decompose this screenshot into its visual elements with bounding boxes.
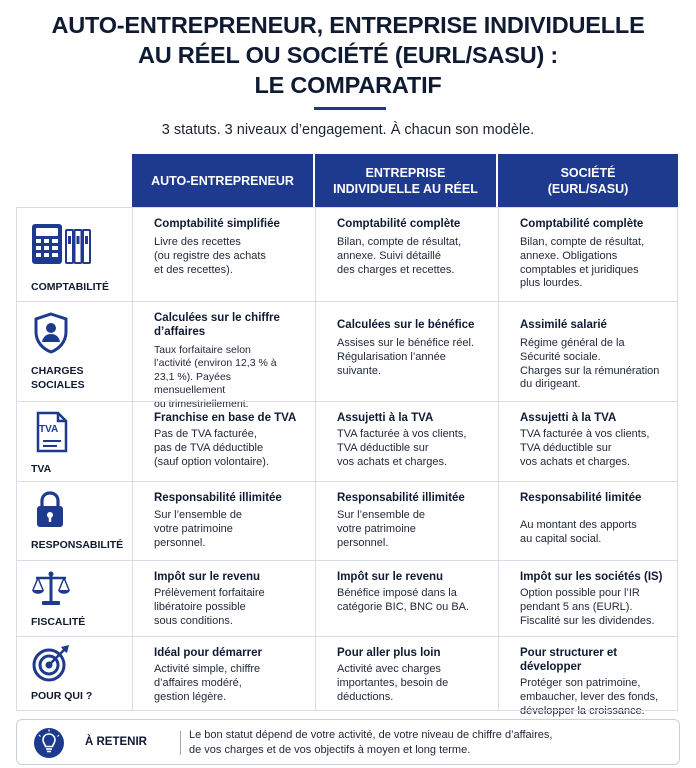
cell-heading: Assimilé salarié <box>520 319 607 331</box>
comparison-table <box>16 154 678 717</box>
cell-body: Activité avec charges importantes, besoin de déductions. <box>337 663 449 703</box>
cell-body: Prélèvement forfaitaire libératoire possible sous conditions. <box>154 587 265 627</box>
cell-body: Au montant des apports au capital social. <box>520 518 637 545</box>
cell-auto-entrepreneur <box>132 402 315 481</box>
cell-body: Sur l’ensemble de votre patrimoine personnel. <box>337 509 426 549</box>
cell-heading: Comptabilité simplifiée <box>154 218 280 230</box>
cell-body: Option possible pour l’IR pendant 5 ans (EURL). Fiscalité sur les dividendes. <box>520 587 655 627</box>
table-header <box>16 154 678 207</box>
cell-auto-entrepreneur <box>132 302 315 410</box>
scales-icon <box>31 570 71 606</box>
column-header-line: (EURL/SASU) <box>547 181 629 196</box>
page-title <box>0 10 696 100</box>
cell-entreprise-individuelle <box>315 402 498 481</box>
padlock-icon <box>35 491 65 529</box>
row-label: POUR QUI ? <box>31 690 93 702</box>
cell-heading: Responsabilité limitée <box>520 492 642 504</box>
table-row-responsabilite <box>16 481 678 560</box>
row-label: RESPONSABILITÉ <box>31 539 124 551</box>
table-row-tva <box>16 401 678 481</box>
column-header-societe <box>498 154 678 207</box>
cell-body: Taux forfaitaire selon l’activité (environ 12,3 % à 23,1 %). Payées mensuellement ou trimestriellement. <box>154 344 277 410</box>
cell-heading: Responsabilité illimitée <box>154 492 282 504</box>
column-header-line: ENTREPRISE <box>365 165 446 180</box>
row-label: COMPTABILITÉ <box>31 281 109 293</box>
column-header-auto-entrepreneur <box>132 154 313 207</box>
row-header <box>16 482 130 560</box>
cell-heading: Impôt sur le revenu <box>154 571 261 583</box>
cell-auto-entrepreneur <box>132 561 315 636</box>
cell-body: Bilan, compte de résultat, annexe. Suivi détaillé des charges et recettes. <box>337 236 462 276</box>
cell-body: Sur l’ensemble de votre patrimoine personnel. <box>154 509 243 549</box>
cell-entreprise-individuelle <box>315 637 498 710</box>
cell-heading: Idéal pour démarrer <box>154 647 263 659</box>
cell-heading: Calculées sur le bénéfice <box>337 319 475 331</box>
subtitle: 3 statuts. 3 niveaux d’engagement. À chacun son modèle. <box>161 122 535 138</box>
title-line-1: AUTO-ENTREPRENEUR, ENTREPRISE INDIVIDUELLE <box>51 12 645 38</box>
cell-body: Régime général de la Sécurité sociale. Charges sur la rémunération du dirigeant. <box>520 337 660 391</box>
row-header <box>16 402 130 481</box>
shield-person-icon <box>33 312 69 354</box>
column-header-entreprise-individuelle <box>315 154 496 207</box>
table-row-charges-sociales <box>16 301 678 410</box>
table-row-comptabilite <box>16 207 678 301</box>
divider <box>180 731 181 755</box>
calculator-and-binders-icon <box>31 222 91 268</box>
cell-heading: Pour aller plus loin <box>337 647 441 659</box>
cell-heading: Assujetti à la TVA <box>337 412 434 424</box>
cell-societe <box>498 637 678 717</box>
key-takeaway-text: Le bon statut dépend de votre activité, de votre niveau de chiffre d’affaires, de vos charges et de vos objectifs à moyen et long terme. <box>189 729 553 756</box>
table-row-fiscalite <box>16 560 678 636</box>
cell-societe <box>498 302 678 401</box>
cell-societe <box>498 482 678 560</box>
cell-entreprise-individuelle <box>315 482 498 560</box>
cell-body: TVA facturée à vos clients, TVA déductible sur vos achats et charges. <box>520 428 650 468</box>
cell-entreprise-individuelle <box>315 302 498 401</box>
title-underline <box>314 107 386 110</box>
cell-societe <box>498 561 678 636</box>
cell-societe <box>498 208 678 301</box>
cell-entreprise-individuelle <box>315 208 498 301</box>
cell-body: Activité simple, chiffre d’affaires modéré, gestion légère. <box>154 663 261 703</box>
row-label: FISCALITÉ <box>31 616 86 628</box>
tva-icon-text: TVA <box>39 424 59 435</box>
cell-body: TVA facturée à vos clients, TVA déductible sur vos achats et charges. <box>337 428 467 468</box>
cell-heading: Impôt sur les sociétés (IS) <box>520 571 663 583</box>
lightbulb-icon <box>33 727 65 759</box>
row-label: CHARGES SOCIALES <box>31 365 85 391</box>
cell-auto-entrepreneur <box>132 208 315 301</box>
row-header <box>16 637 130 710</box>
cell-body: Livre des recettes (ou registre des achats et des recettes). <box>154 236 266 276</box>
key-takeaway-label: À RETENIR <box>85 736 147 748</box>
table-bottom-border <box>16 710 678 711</box>
cell-heading: Pour structurer et développer <box>520 647 618 673</box>
key-takeaway-box <box>16 719 680 765</box>
column-header-line: AUTO-ENTREPRENEUR <box>151 173 294 188</box>
cell-societe <box>498 402 678 481</box>
cell-heading: Assujetti à la TVA <box>520 412 617 424</box>
cell-auto-entrepreneur <box>132 482 315 560</box>
column-header-line: INDIVIDUELLE AU RÉEL <box>333 181 478 196</box>
target-arrow-icon <box>31 645 71 683</box>
cell-body: Assises sur le bénéfice réel. Régularisation l’année suivante. <box>337 337 474 377</box>
cell-body: Bilan, compte de résultat, annexe. Obligations comptables et juridiques plus lourdes. <box>520 236 645 290</box>
cell-body: Pas de TVA facturée, pas de TVA déductible (sauf option volontaire). <box>154 428 269 468</box>
title-line-2: AU RÉEL OU SOCIÉTÉ (EURL/SASU) : <box>137 42 559 68</box>
cell-body: Bénéfice imposé dans la catégorie BIC, BNC ou BA. <box>337 587 470 613</box>
cell-auto-entrepreneur <box>132 637 315 710</box>
cell-heading: Franchise en base de TVA <box>154 412 297 424</box>
cell-heading: Comptabilité complète <box>520 218 644 230</box>
cell-heading: Impôt sur le revenu <box>337 571 444 583</box>
cell-heading: Responsabilité illimitée <box>337 492 465 504</box>
column-header-line: SOCIÉTÉ <box>560 165 616 180</box>
row-header <box>16 302 130 401</box>
cell-entreprise-individuelle <box>315 561 498 636</box>
row-header <box>16 561 130 636</box>
row-header <box>16 208 130 301</box>
cell-heading: Comptabilité complète <box>337 218 461 230</box>
cell-heading: Calculées sur le chiffre d’affaires <box>154 312 280 338</box>
title-line-3: LE COMPARATIF <box>254 72 442 98</box>
cell-body: Protéger son patrimoine, embaucher, lever des fonds, développer la croissance. <box>520 677 659 717</box>
row-label: TVA <box>31 463 52 475</box>
table-row-pour-qui <box>16 636 678 717</box>
